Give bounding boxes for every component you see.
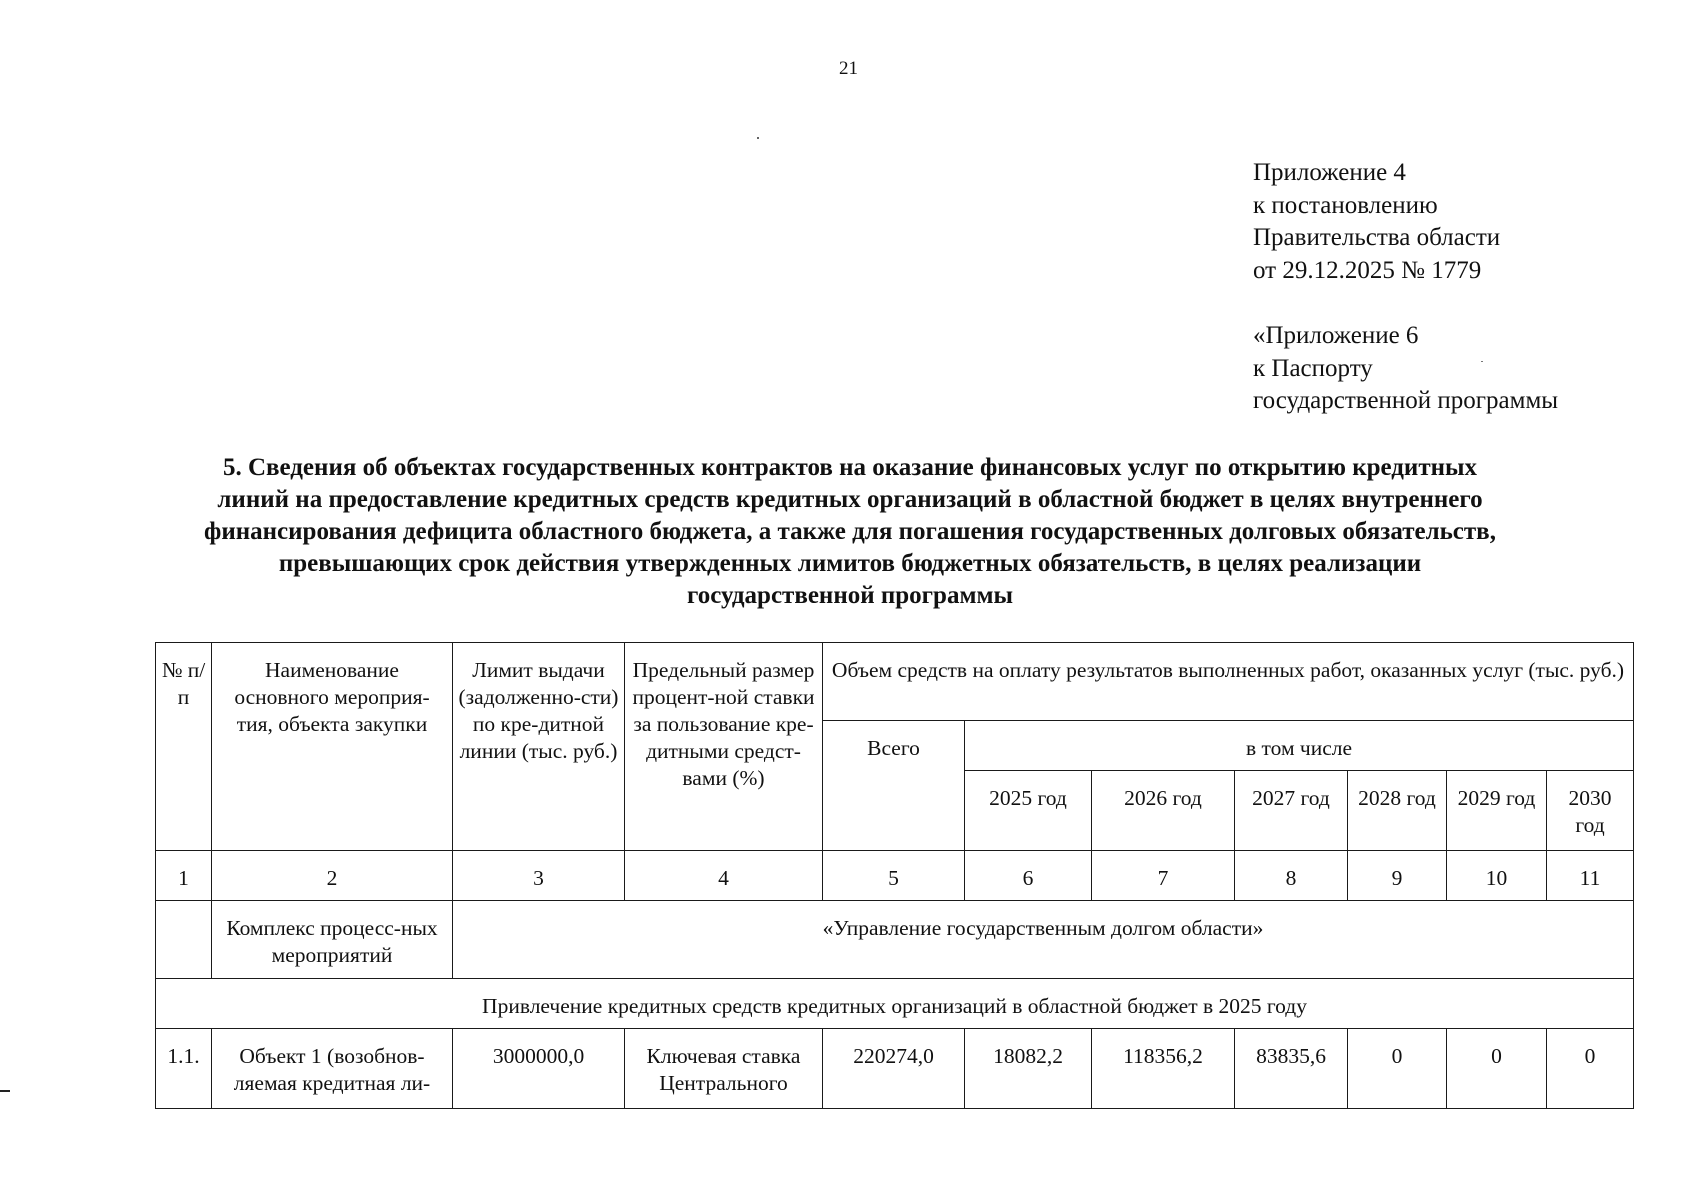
appendix-line: «Приложение 6 [1253,322,1419,349]
header-total: Всего [823,721,965,851]
row-number: 1.1. [156,1029,212,1109]
header-year: 2030 год [1547,771,1634,851]
row-total: 220274,0 [823,1029,965,1109]
margin-mark [0,1090,10,1092]
complex-label: Комплекс процесс-ных мероприятий [212,901,453,979]
empty-cell [156,901,212,979]
row-2028: 0 [1348,1029,1447,1109]
title-line: государственной программы [686,582,1014,609]
appendix-line: от 29.12.2025 № 1779 [1253,256,1482,284]
passport-appendix-block [1253,320,1558,418]
row-2025: 18082,2 [965,1029,1092,1109]
row-2029: 0 [1447,1029,1547,1109]
scan-speck [757,137,759,139]
appendix-line: к постановлению [1253,191,1438,219]
header-limit: Лимит выдачи (задолженно-сти) по кре-дитной линии (тыс. руб.) [453,643,625,851]
header-including: в том числе [965,721,1634,771]
complex-row [156,901,1634,979]
row-2027: 83835,6 [1235,1029,1348,1109]
header-year: 2028 год [1348,771,1447,851]
column-number: 7 [1092,851,1235,901]
column-number-row [156,851,1634,901]
complex-value: «Управление государственным долгом области» [453,901,1634,979]
column-number: 9 [1348,851,1447,901]
appendix-line: Правительства области [1253,224,1501,251]
header-year: 2029 год [1447,771,1547,851]
column-number: 10 [1447,851,1547,901]
header-year: 2025 год [965,771,1092,851]
page-number: 21 [839,58,858,79]
appendix-reference-block [1253,157,1500,287]
column-number: 8 [1235,851,1348,901]
row-name: Объект 1 (возобнов-ляемая кредитная ли- [212,1029,453,1109]
column-number: 4 [625,851,823,901]
row-2026: 118356,2 [1092,1029,1235,1109]
column-number: 5 [823,851,965,901]
subheader-row [156,979,1634,1029]
header-year: 2027 год [1235,771,1348,851]
section-title [100,452,1600,612]
appendix-line: Приложение 4 [1253,159,1406,186]
header-row [156,643,1634,721]
column-number: 1 [156,851,212,901]
data-row [156,1029,1634,1109]
header-rate: Предельный размер процент-ной ставки за пользование кре-дитными средст-вами (%) [625,643,823,851]
column-number: 6 [965,851,1092,901]
row-rate: Ключевая ставка Центрального [625,1029,823,1109]
appendix-line: государственной программы [1253,387,1559,414]
contracts-table [155,642,1634,1109]
row-limit: 3000000,0 [453,1029,625,1109]
header-year: 2026 год [1092,771,1235,851]
header-volume: Объем средств на оплату результатов выполненных работ, оказанных услуг (тыс. руб.) [823,643,1634,721]
column-number: 2 [212,851,453,901]
column-number: 11 [1547,851,1634,901]
title-line: 5. Сведения об объектах государственных контрактов на оказание финансовых услуг по открытию кредитных [222,454,1478,481]
title-line: превышающих срок действия утвержденных лимитов бюджетных обязательств, в целях реализации [278,550,1422,577]
row-2030: 0 [1547,1029,1634,1109]
title-line: линий на предоставление кредитных средств кредитных организаций в областной бюджет в целях внутреннего [217,486,1483,513]
appendix-line: к Паспорту [1253,354,1373,382]
subheader-text: Привлечение кредитных средств кредитных организаций в областной бюджет в 2025 году [156,979,1634,1029]
title-line: финансирования дефицита областного бюджета, а также для погашения государственных долговых обязательств, [204,518,1496,545]
header-name: Наименование основного мероприя-тия, объекта закупки [212,643,453,851]
column-number: 3 [453,851,625,901]
header-num: № п/п [156,643,212,851]
